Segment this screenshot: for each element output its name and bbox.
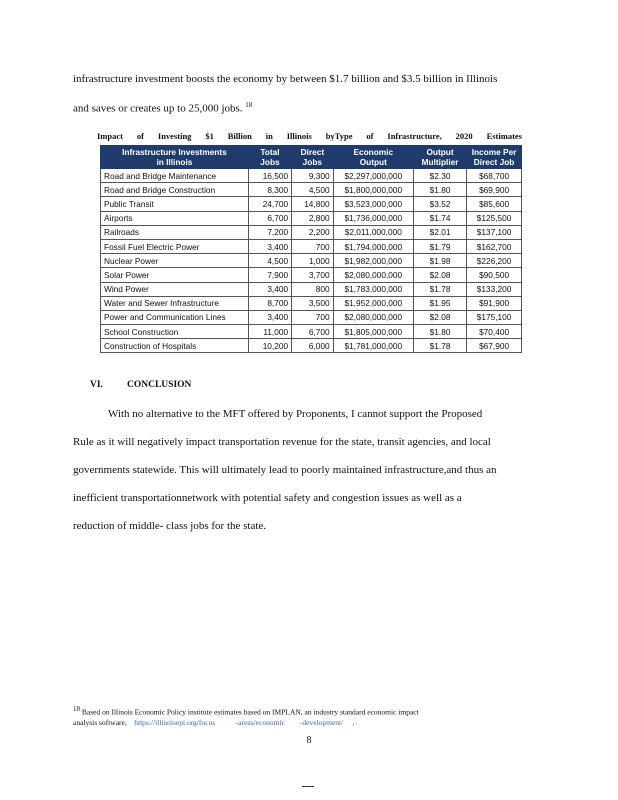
table-cell: 3,500 xyxy=(292,296,334,310)
table-cell: $2,297,000,000 xyxy=(333,169,413,183)
table-cell: Road and Bridge Maintenance xyxy=(101,169,249,183)
table-cell: $1.74 xyxy=(413,211,466,225)
table-cell: $2,011,000,000 xyxy=(333,225,413,239)
table-cell: $1.80 xyxy=(413,183,466,197)
table-cell: $175,100 xyxy=(467,310,522,324)
table-row xyxy=(101,268,522,282)
table-cell: $1,800,000,000 xyxy=(333,183,413,197)
table-cell: Fossil Fuel Electric Power xyxy=(101,239,249,253)
footnote-line-1 xyxy=(73,704,543,718)
caption-word: byType xyxy=(325,131,353,141)
table-cell: 3,400 xyxy=(248,282,291,296)
bottom-dash xyxy=(302,786,314,787)
table-row xyxy=(101,310,522,324)
infrastructure-table xyxy=(100,145,522,353)
table-cell: $2.08 xyxy=(413,310,466,324)
table-cell: 16,500 xyxy=(248,169,291,183)
table-cell: $137,100 xyxy=(467,225,522,239)
table-cell: School Construction xyxy=(101,325,249,339)
section-number: VI. xyxy=(90,380,103,390)
caption-word: Infrastructure, xyxy=(387,131,442,141)
table-cell: 9,300 xyxy=(292,169,334,183)
table-cell: 3,400 xyxy=(248,239,291,253)
table-cell: $70,400 xyxy=(467,325,522,339)
table-cell: $2,080,000,000 xyxy=(333,310,413,324)
table-row xyxy=(101,239,522,253)
table-header-row xyxy=(101,146,522,169)
table-row xyxy=(101,296,522,310)
table-cell: 6,700 xyxy=(292,325,334,339)
table-cell: Construction of Hospitals xyxy=(101,339,249,353)
table-cell: $1,982,000,000 xyxy=(333,254,413,268)
table-cell: 6,000 xyxy=(292,339,334,353)
table-cell: $1.78 xyxy=(413,282,466,296)
table-cell: $162,700 xyxy=(467,239,522,253)
table-cell: 4,500 xyxy=(248,254,291,268)
conclusion-line-3: governments statewide. This will ultimately lead to poorly maintained infrastructure,and thus an xyxy=(73,464,497,476)
footnote-text: Based on Illinois Economic Policy institute estimates based on IMPLAN, an industry standard economic impact xyxy=(81,707,419,717)
table-cell: 3,400 xyxy=(248,310,291,324)
table-row xyxy=(101,225,522,239)
caption-word: Illinois xyxy=(286,131,312,141)
table-body xyxy=(101,169,522,353)
table-cell: Airports xyxy=(101,211,249,225)
footnote-suffix: . xyxy=(352,717,355,727)
table-cell: $1.95 xyxy=(413,296,466,310)
table-cell: 24,700 xyxy=(248,197,291,211)
table-cell: $1.79 xyxy=(413,239,466,253)
table-cell: 10,200 xyxy=(248,339,291,353)
footnote xyxy=(73,704,543,728)
caption-word: of xyxy=(136,131,144,141)
conclusion-line-2: Rule as it will negatively impact transportation revenue for the state, transit agencies, and local xyxy=(73,436,491,448)
table-cell: 2,800 xyxy=(292,211,334,225)
table-cell: $1.98 xyxy=(413,254,466,268)
table-cell: $2.30 xyxy=(413,169,466,183)
conclusion-line-1: With no alternative to the MFT offered by Proponents, I cannot support the Proposed xyxy=(108,408,483,420)
table-cell: $2,080,000,000 xyxy=(333,268,413,282)
caption-word: Investing xyxy=(157,131,192,141)
table-row xyxy=(101,325,522,339)
table-row xyxy=(101,282,522,296)
table-cell: 14,800 xyxy=(292,197,334,211)
table-cell: 3,700 xyxy=(292,268,334,282)
table-cell: $1,794,000,000 xyxy=(333,239,413,253)
table-row xyxy=(101,197,522,211)
section-title: CONCLUSION xyxy=(127,380,192,390)
table-cell: $85,600 xyxy=(467,197,522,211)
footnote-line-2 xyxy=(73,718,543,728)
table-cell: $3,523,000,000 xyxy=(333,197,413,211)
table-cell: 6,700 xyxy=(248,211,291,225)
footnote-link-part-1[interactable]: https://illinoisepi.org/focus xyxy=(134,717,216,727)
table-cell: Power and Communication Lines xyxy=(101,310,249,324)
table-cell: $1.80 xyxy=(413,325,466,339)
table-cell: Wind Power xyxy=(101,282,249,296)
table-row xyxy=(101,339,522,353)
caption-word: 2020 xyxy=(455,131,473,141)
table-row xyxy=(101,211,522,225)
table-cell: Road and Bridge Construction xyxy=(101,183,249,197)
table-caption xyxy=(97,131,522,141)
table-cell: 8,700 xyxy=(248,296,291,310)
table-cell: $2.08 xyxy=(413,268,466,282)
intro-line-2-text: and saves or creates up to 25,000 jobs. xyxy=(73,102,243,115)
table-cell: 7,200 xyxy=(248,225,291,239)
intro-line-2 xyxy=(73,101,543,115)
table-cell: $90,500 xyxy=(467,268,522,282)
col-header-direct-jobs: Direct Jobs xyxy=(292,146,334,169)
table-cell: $125,500 xyxy=(467,211,522,225)
table-cell: 800 xyxy=(292,282,334,296)
col-header-investments: Infrastructure Investments in Illinois xyxy=(101,146,249,169)
table-cell: 1,000 xyxy=(292,254,334,268)
table-cell: 8,300 xyxy=(248,183,291,197)
table-row xyxy=(101,254,522,268)
table-cell: $1.78 xyxy=(413,339,466,353)
footnote-link-part-2[interactable]: -areas/economic xyxy=(235,717,285,727)
table-row xyxy=(101,169,522,183)
table-cell: 700 xyxy=(292,310,334,324)
caption-word: Impact xyxy=(97,131,123,141)
col-header-income-per-job: Income Per Direct Job xyxy=(467,146,522,169)
col-header-output-multiplier: Output Multiplier xyxy=(413,146,466,169)
conclusion-line-4: inefficient transportationnetwork with potential safety and congestion issues as well as a xyxy=(73,492,462,504)
footnote-link-part-3[interactable]: -development/ xyxy=(299,717,344,727)
caption-word: of xyxy=(366,131,374,141)
col-header-total-jobs: Total Jobs xyxy=(248,146,291,169)
table-cell: $91,900 xyxy=(467,296,522,310)
caption-word: Estimates xyxy=(486,131,522,141)
table-cell: $3.52 xyxy=(413,197,466,211)
footnote-ref: 18 xyxy=(245,101,253,109)
table-cell: $2.01 xyxy=(413,225,466,239)
table-cell: Solar Power xyxy=(101,268,249,282)
table-cell: $67,900 xyxy=(467,339,522,353)
col-header-economic-output: Economic Output xyxy=(333,146,413,169)
footnote-marker: 18 xyxy=(73,705,80,713)
table-cell: $68,700 xyxy=(467,169,522,183)
caption-word: Billion xyxy=(227,131,252,141)
caption-word: in xyxy=(265,131,273,141)
table-cell: Railroads xyxy=(101,225,249,239)
page-number: 8 xyxy=(306,735,312,746)
conclusion-line-5: reduction of middle- class jobs for the state. xyxy=(73,520,267,532)
table-cell: 700 xyxy=(292,239,334,253)
table-cell: Public Transit xyxy=(101,197,249,211)
table-cell: $133,200 xyxy=(467,282,522,296)
table-cell: 4,500 xyxy=(292,183,334,197)
table-cell: $1,805,000,000 xyxy=(333,325,413,339)
table-cell: 11,000 xyxy=(248,325,291,339)
table-cell: $1,781,000,000 xyxy=(333,339,413,353)
footnote-line2-prefix: analysis software, xyxy=(73,717,127,727)
table-row xyxy=(101,183,522,197)
table-cell: $226,200 xyxy=(467,254,522,268)
caption-word: $1 xyxy=(205,131,214,141)
table-cell: $69,900 xyxy=(467,183,522,197)
table-cell: 7,900 xyxy=(248,268,291,282)
table-cell: 2,200 xyxy=(292,225,334,239)
table-cell: $1,952,000,000 xyxy=(333,296,413,310)
table-cell: Water and Sewer Infrastructure xyxy=(101,296,249,310)
table-cell: $1,783,000,000 xyxy=(333,282,413,296)
table-cell: Nuclear Power xyxy=(101,254,249,268)
intro-line-1: infrastructure investment boosts the economy by between $1.7 billion and $3.5 billion in Illinois xyxy=(73,73,498,85)
table-cell: $1,736,000,000 xyxy=(333,211,413,225)
